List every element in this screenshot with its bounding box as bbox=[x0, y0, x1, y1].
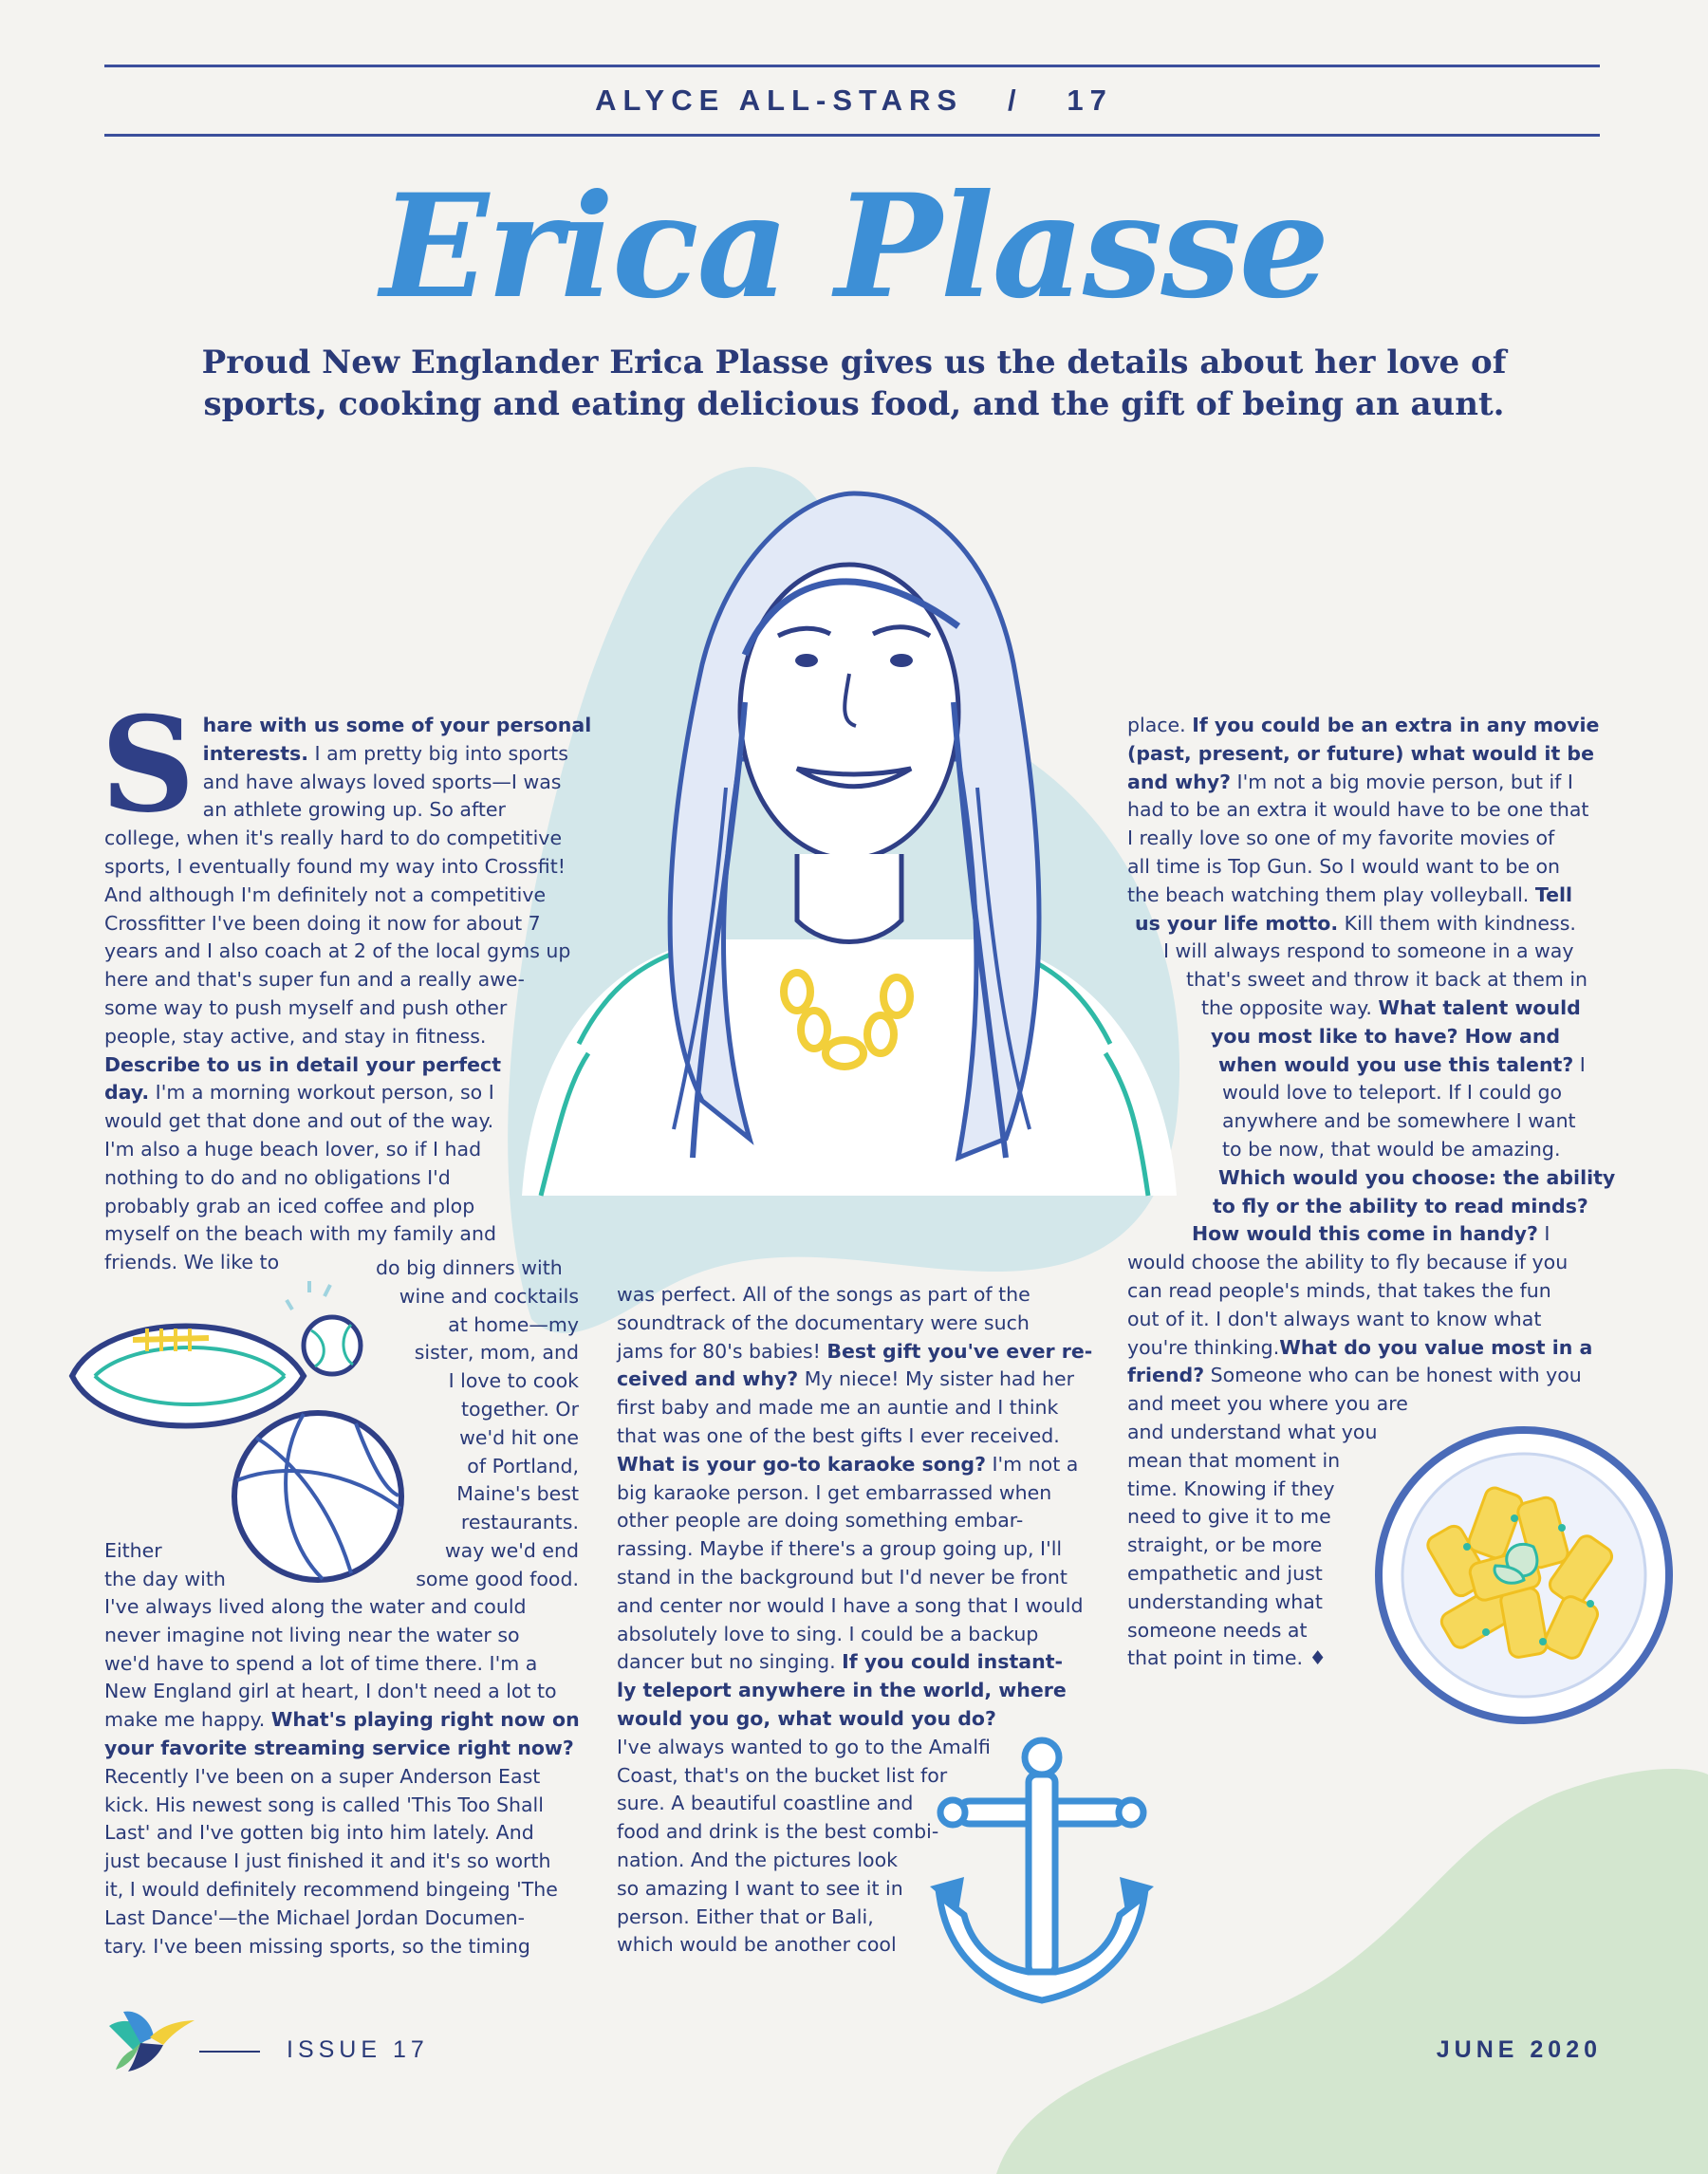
question: you most like to have? How and bbox=[1211, 1024, 1561, 1048]
text-line: way we'd end bbox=[444, 1538, 579, 1562]
text-line: together. Or bbox=[461, 1397, 579, 1421]
question: What is your go-to karaoke song? bbox=[617, 1452, 986, 1476]
text-line: an athlete growing up. So after bbox=[202, 798, 506, 822]
text-line: Crossfitter I've been doing it now for about 7 bbox=[104, 911, 541, 935]
question: What talent would bbox=[1378, 995, 1581, 1019]
text-line: nation. And the pictures look bbox=[617, 1848, 899, 1871]
text-line: was perfect. All of the songs as part of the bbox=[617, 1283, 1030, 1306]
drop-cap: S bbox=[101, 687, 195, 842]
text-line: Last Dance'—the Michael Jordan Documen- bbox=[104, 1905, 526, 1929]
text-line: sports, I eventually found my way into Crossfit! bbox=[104, 854, 566, 878]
footer-date: JUNE 2020 bbox=[1436, 2036, 1602, 2063]
pasta-plate-icon bbox=[1372, 1423, 1676, 1727]
text-line: myself on the beach with my family and bbox=[104, 1222, 496, 1246]
text-line bbox=[617, 1677, 1110, 1705]
question: day. bbox=[104, 1081, 150, 1105]
football-icon bbox=[72, 1327, 304, 1426]
text-line: out of it. I don't always want to know what bbox=[1127, 1307, 1542, 1330]
text-line: wine and cocktails bbox=[399, 1284, 579, 1308]
text-line: kick. His newest song is called 'This Too Shall bbox=[104, 1793, 544, 1816]
text-line: I've always lived along the water and could bbox=[104, 1595, 527, 1618]
text-line: I really love so one of my favorite movies of bbox=[1127, 827, 1555, 850]
text-line: How would this come in handy? I bbox=[1192, 1222, 1550, 1246]
question: What do you value most in a bbox=[1279, 1335, 1593, 1359]
text-line: stand in the background but I'd never be front bbox=[617, 1565, 1068, 1589]
text-line: do big dinners with bbox=[376, 1256, 563, 1279]
text-line: years and I also coach at 2 of the local gyms up bbox=[104, 939, 571, 963]
hummingbird-logo bbox=[104, 2007, 199, 2073]
text-line: people, stay active, and stay in fitness. bbox=[104, 1024, 487, 1048]
text-line: ceived and why? My niece! My sister had her bbox=[617, 1367, 1075, 1391]
text-line: never imagine not living near the water so bbox=[104, 1623, 520, 1646]
question: How would this come in handy? bbox=[1192, 1222, 1538, 1246]
text-line: What is your go-to karaoke song? I'm not a bbox=[617, 1452, 1079, 1476]
text-line: and understand what you bbox=[1127, 1420, 1378, 1443]
text-line: you're thinking.What do you value most in a bbox=[1127, 1335, 1593, 1359]
text-line: jams for 80's babies! Best gift you've ever re- bbox=[617, 1339, 1093, 1363]
header-rule bbox=[104, 134, 1600, 137]
text-line: mean that moment in bbox=[1127, 1448, 1341, 1472]
text-line: that's sweet and throw it back at them in bbox=[1186, 968, 1588, 992]
question: If you could instant- bbox=[842, 1650, 1064, 1674]
text-line: when would you use this talent? I bbox=[1218, 1052, 1586, 1076]
question: What's playing right now on bbox=[270, 1708, 580, 1732]
text-line: straight, or be more bbox=[1127, 1533, 1323, 1557]
page-number: 17 bbox=[1067, 84, 1113, 117]
text-line: of Portland, bbox=[467, 1454, 579, 1477]
dek-line: sports, cooking and eating delicious food, and the gift of being an aunt. bbox=[203, 385, 1505, 423]
page-title: Erica Plasse bbox=[380, 163, 1328, 330]
text-line: that point in time. ♦ bbox=[1127, 1646, 1327, 1670]
text-line: time. Knowing if they bbox=[1127, 1477, 1335, 1500]
question: and why? bbox=[1127, 770, 1232, 793]
text-line: restaurants. bbox=[460, 1511, 579, 1534]
text-line: someone needs at bbox=[1127, 1618, 1308, 1642]
text-line: I love to cook bbox=[448, 1369, 579, 1393]
dek bbox=[171, 342, 1537, 425]
text-line: and have always loved sports—I was bbox=[202, 770, 562, 793]
text-line: dancer but no singing. If you could instant- bbox=[617, 1650, 1064, 1674]
text-line bbox=[1218, 1164, 1616, 1193]
text-line: friend? Someone who can be honest with you bbox=[1127, 1364, 1582, 1387]
text-line: that was one of the best gifts I ever received. bbox=[617, 1423, 1060, 1447]
text-line: probably grab an iced coffee and plop bbox=[104, 1194, 475, 1217]
top-rule bbox=[104, 65, 1600, 67]
basketball-icon bbox=[234, 1413, 401, 1580]
question: interests. bbox=[202, 741, 309, 765]
text-line: day. I'm a morning workout person, so I bbox=[104, 1081, 494, 1105]
text-line: sure. A beautiful coastline and bbox=[617, 1792, 914, 1815]
text-line: make me happy. What's playing right now on bbox=[104, 1708, 580, 1732]
text-line: would get that done and out of the way. bbox=[104, 1109, 494, 1133]
portrait-illustration bbox=[512, 474, 1177, 1215]
text-line: would choose the ability to fly because if you bbox=[1127, 1251, 1569, 1274]
text-line: Recently I've been on a super Anderson East bbox=[104, 1764, 541, 1788]
text-line: soundtrack of the documentary were such bbox=[617, 1310, 1030, 1334]
text-line: and meet you where you are bbox=[1127, 1392, 1408, 1416]
question: Tell bbox=[1534, 883, 1573, 906]
text-line: first baby and made me an auntie and I think bbox=[617, 1396, 1059, 1420]
text-line: empathetic and just bbox=[1127, 1561, 1323, 1585]
question: your favorite streaming service right now? bbox=[104, 1736, 574, 1759]
text-line: I will always respond to someone in a way bbox=[1163, 939, 1574, 963]
question: Best gift you've ever re- bbox=[826, 1339, 1093, 1363]
text-line: had to be an extra it would have to be one that bbox=[1127, 798, 1589, 822]
question: friend? bbox=[1127, 1364, 1205, 1387]
text-line: other people are doing something embar- bbox=[617, 1509, 1024, 1533]
text-line: tary. I've been missing sports, so the timing bbox=[104, 1934, 530, 1958]
text-line: rassing. Maybe if there's a group going up, I'll bbox=[617, 1537, 1063, 1561]
text-line: And although I'm definitely not a competitive bbox=[104, 883, 547, 906]
text-line: food and drink is the best combi- bbox=[617, 1820, 939, 1844]
footer-issue: ISSUE 17 bbox=[287, 2036, 429, 2063]
text-line: so amazing I want to see it in bbox=[617, 1876, 903, 1900]
anchor-icon bbox=[930, 1735, 1158, 2019]
text-line: need to give it to me bbox=[1127, 1505, 1331, 1529]
text-line bbox=[617, 1705, 1110, 1734]
text-line: here and that's super fun and a really awe- bbox=[104, 968, 525, 992]
text-line bbox=[1213, 1193, 1602, 1221]
text-line: interests. I am pretty big into sports bbox=[202, 741, 568, 765]
article-column-1 bbox=[101, 687, 592, 1277]
tennis-ball-icon bbox=[287, 1281, 361, 1374]
text-line: New England girl at heart, I don't need a lot to bbox=[104, 1680, 557, 1703]
text-line: understanding what bbox=[1127, 1589, 1323, 1613]
text-line: at home—my bbox=[448, 1312, 579, 1336]
text-line: and why? I'm not a big movie person, but if I bbox=[1127, 770, 1573, 793]
text-line: the opposite way. What talent would bbox=[1201, 995, 1581, 1019]
text-line: the beach watching them play volleyball. Tell bbox=[1127, 883, 1573, 906]
sports-illustration bbox=[66, 1272, 408, 1585]
text-line bbox=[1127, 740, 1602, 769]
question: when would you use this talent? bbox=[1218, 1052, 1574, 1076]
text-line: place. If you could be an extra in any movie bbox=[1127, 714, 1600, 736]
section-name: ALYCE ALL-STARS bbox=[595, 84, 964, 117]
question: hare with us some of your personal bbox=[202, 714, 592, 736]
text-line: college, when it's really hard to do competitive bbox=[104, 827, 563, 850]
text-line: which would be another cool bbox=[617, 1933, 897, 1957]
text-line: some good food. bbox=[416, 1567, 579, 1590]
text-line: absolutely love to sing. I could be a backup bbox=[617, 1622, 1039, 1645]
text-line: us your life motto. Kill them with kindness. bbox=[1135, 911, 1576, 935]
question: ceived and why? bbox=[617, 1367, 799, 1391]
text-line: Either bbox=[104, 1539, 162, 1562]
question: us your life motto. bbox=[1135, 911, 1339, 935]
footer-divider bbox=[199, 2051, 260, 2053]
text-line: can read people's minds, that takes the fun bbox=[1127, 1278, 1551, 1302]
text-line: Maine's best bbox=[456, 1482, 579, 1506]
text-line: nothing to do and no obligations I'd bbox=[104, 1165, 451, 1189]
text-line: all time is Top Gun. So I would want to be on bbox=[1127, 854, 1561, 878]
text-line: anywhere and be somewhere I want bbox=[1222, 1109, 1576, 1133]
question: If you could be an extra in any movie bbox=[1192, 714, 1600, 736]
text-line bbox=[104, 1051, 579, 1080]
text-line: would love to teleport. If I could go bbox=[1222, 1081, 1563, 1105]
question: Which would you choose: the ability bbox=[1218, 1165, 1616, 1189]
text-line: Last' and I've gotten big into him lately. And bbox=[104, 1821, 534, 1845]
running-head bbox=[0, 84, 1708, 118]
question: ly teleport anywhere in the world, where bbox=[617, 1679, 1067, 1702]
text-line: friends. We like to bbox=[104, 1251, 280, 1274]
text-line: some way to push myself and push other bbox=[104, 995, 508, 1019]
text-line: and center nor would I have a song that I would bbox=[617, 1593, 1084, 1617]
text-line: person. Either that or Bali, bbox=[617, 1905, 874, 1928]
article-column-1-bottom bbox=[104, 1593, 598, 1960]
text-line: the day with bbox=[104, 1567, 226, 1590]
text-line: to be now, that would be amazing. bbox=[1222, 1137, 1561, 1161]
dek-line: Proud New Englander Erica Plasse gives us the details about her love of bbox=[201, 344, 1507, 381]
text-line bbox=[1211, 1023, 1602, 1051]
text-line: we'd hit one bbox=[459, 1425, 579, 1449]
text-line: just because I just finished it and it's so worth bbox=[104, 1849, 551, 1873]
text-line: I've always wanted to go to the Amalfi bbox=[617, 1735, 991, 1758]
text-line: I'm also a huge beach lover, so if I had bbox=[104, 1137, 482, 1161]
text-line: big karaoke person. I get embarrassed when bbox=[617, 1480, 1052, 1504]
text-line: it, I would definitely recommend bingeing 'The bbox=[104, 1877, 558, 1901]
text-line: Coast, that's on the bucket list for bbox=[617, 1763, 948, 1787]
question: to fly or the ability to read minds? bbox=[1213, 1194, 1588, 1217]
text-line: sister, mom, and bbox=[414, 1341, 579, 1365]
question: (past, present, or future) what would it be bbox=[1127, 741, 1594, 765]
text-line: we'd have to spend a lot of time there. I'm a bbox=[104, 1651, 538, 1675]
text-line bbox=[104, 1735, 598, 1763]
question: would you go, what would you do? bbox=[617, 1706, 996, 1730]
separator: / bbox=[1007, 84, 1023, 117]
question: Describe to us in detail your perfect bbox=[104, 1052, 501, 1076]
